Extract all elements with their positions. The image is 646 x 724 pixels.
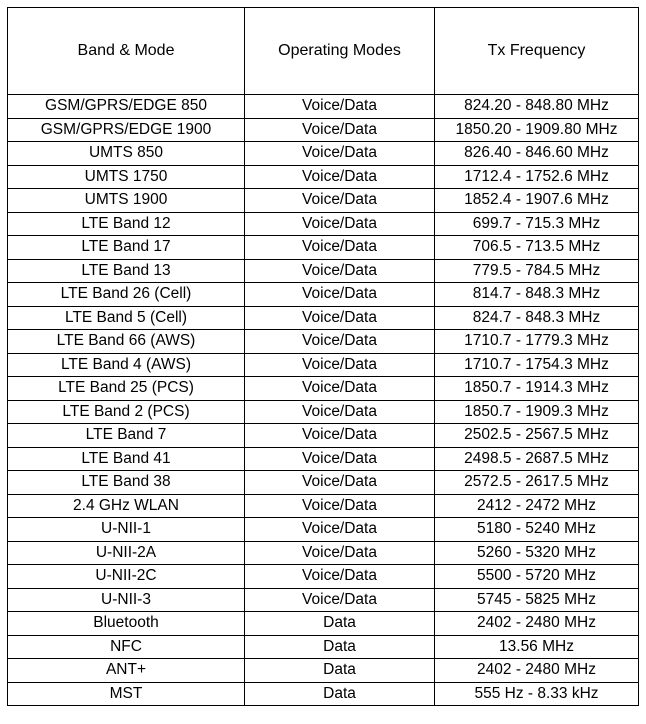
tx-frequency-cell: 5260 - 5320 MHz [435, 541, 639, 565]
tx-frequency-cell: 1850.20 - 1909.80 MHz [435, 118, 639, 142]
table-row [8, 142, 639, 166]
operating-mode-cell: Voice/Data [245, 212, 435, 236]
table-row [8, 259, 639, 283]
table-row [8, 565, 639, 589]
tx-frequency-cell: 826.40 - 846.60 MHz [435, 142, 639, 166]
operating-mode-cell: Voice/Data [245, 259, 435, 283]
band-mode-cell: Bluetooth [8, 612, 245, 636]
band-mode-cell: GSM/GPRS/EDGE 1900 [8, 118, 245, 142]
operating-mode-cell: Voice/Data [245, 95, 435, 119]
band-mode-cell: LTE Band 12 [8, 212, 245, 236]
table-row [8, 659, 639, 683]
table-row [8, 283, 639, 307]
table-row [8, 377, 639, 401]
tx-frequency-cell: 1710.7 - 1779.3 MHz [435, 330, 639, 354]
header-tx-frequency: Tx Frequency [435, 8, 639, 95]
band-mode-cell: U-NII-2C [8, 565, 245, 589]
band-mode-cell: NFC [8, 635, 245, 659]
tx-frequency-cell: 555 Hz - 8.33 kHz [435, 682, 639, 706]
band-mode-cell: U-NII-3 [8, 588, 245, 612]
tx-frequency-cell: 5745 - 5825 MHz [435, 588, 639, 612]
band-mode-cell: LTE Band 7 [8, 424, 245, 448]
operating-mode-cell: Voice/Data [245, 377, 435, 401]
band-mode-cell: LTE Band 2 (PCS) [8, 400, 245, 424]
band-mode-cell: LTE Band 66 (AWS) [8, 330, 245, 354]
tx-frequency-cell: 2402 - 2480 MHz [435, 612, 639, 636]
table-row [8, 588, 639, 612]
table-row [8, 189, 639, 213]
tx-frequency-cell: 779.5 - 784.5 MHz [435, 259, 639, 283]
band-mode-cell: 2.4 GHz WLAN [8, 494, 245, 518]
table-row [8, 424, 639, 448]
band-mode-cell: ANT+ [8, 659, 245, 683]
band-mode-cell: GSM/GPRS/EDGE 850 [8, 95, 245, 119]
operating-mode-cell: Voice/Data [245, 189, 435, 213]
table-row [8, 306, 639, 330]
header-band-mode: Band & Mode [8, 8, 245, 95]
operating-mode-cell: Voice/Data [245, 588, 435, 612]
tx-frequency-cell: 706.5 - 713.5 MHz [435, 236, 639, 260]
table-body [8, 95, 639, 706]
header-row [8, 8, 639, 95]
tx-frequency-cell: 1850.7 - 1914.3 MHz [435, 377, 639, 401]
operating-mode-cell: Data [245, 659, 435, 683]
table-row [8, 212, 639, 236]
operating-mode-cell: Voice/Data [245, 541, 435, 565]
tx-frequency-cell: 2502.5 - 2567.5 MHz [435, 424, 639, 448]
operating-mode-cell: Voice/Data [245, 283, 435, 307]
band-mode-cell: LTE Band 4 (AWS) [8, 353, 245, 377]
tx-frequency-cell: 699.7 - 715.3 MHz [435, 212, 639, 236]
tx-frequency-cell: 824.7 - 848.3 MHz [435, 306, 639, 330]
table-row [8, 494, 639, 518]
tx-frequency-cell: 1852.4 - 1907.6 MHz [435, 189, 639, 213]
table-row [8, 400, 639, 424]
tx-frequency-cell: 1850.7 - 1909.3 MHz [435, 400, 639, 424]
tx-frequency-cell: 5500 - 5720 MHz [435, 565, 639, 589]
band-mode-cell: U-NII-2A [8, 541, 245, 565]
table-row [8, 635, 639, 659]
table-row [8, 447, 639, 471]
table-row [8, 330, 639, 354]
band-mode-cell: LTE Band 17 [8, 236, 245, 260]
tx-frequency-cell: 2498.5 - 2687.5 MHz [435, 447, 639, 471]
tx-frequency-cell: 5180 - 5240 MHz [435, 518, 639, 542]
band-mode-cell: MST [8, 682, 245, 706]
band-mode-cell: LTE Band 25 (PCS) [8, 377, 245, 401]
operating-mode-cell: Voice/Data [245, 424, 435, 448]
band-mode-cell: U-NII-1 [8, 518, 245, 542]
tx-frequency-cell: 824.20 - 848.80 MHz [435, 95, 639, 119]
band-mode-cell: LTE Band 38 [8, 471, 245, 495]
operating-mode-cell: Voice/Data [245, 306, 435, 330]
operating-mode-cell: Voice/Data [245, 565, 435, 589]
band-mode-cell: LTE Band 5 (Cell) [8, 306, 245, 330]
operating-mode-cell: Voice/Data [245, 165, 435, 189]
band-mode-cell: LTE Band 26 (Cell) [8, 283, 245, 307]
tx-frequency-cell: 1710.7 - 1754.3 MHz [435, 353, 639, 377]
band-mode-cell: LTE Band 41 [8, 447, 245, 471]
table-row [8, 612, 639, 636]
table-row [8, 471, 639, 495]
band-mode-cell: UMTS 1750 [8, 165, 245, 189]
operating-mode-cell: Data [245, 612, 435, 636]
table-row [8, 118, 639, 142]
table-row [8, 95, 639, 119]
tx-frequency-cell: 1712.4 - 1752.6 MHz [435, 165, 639, 189]
table-row [8, 541, 639, 565]
operating-mode-cell: Voice/Data [245, 142, 435, 166]
tx-frequency-cell: 2572.5 - 2617.5 MHz [435, 471, 639, 495]
operating-mode-cell: Data [245, 635, 435, 659]
tx-frequency-cell: 13.56 MHz [435, 635, 639, 659]
band-mode-cell: LTE Band 13 [8, 259, 245, 283]
band-mode-cell: UMTS 850 [8, 142, 245, 166]
operating-mode-cell: Voice/Data [245, 118, 435, 142]
table-row [8, 353, 639, 377]
table-row [8, 165, 639, 189]
tx-frequency-cell: 2402 - 2480 MHz [435, 659, 639, 683]
frequency-table [7, 7, 639, 706]
operating-mode-cell: Voice/Data [245, 518, 435, 542]
operating-mode-cell: Voice/Data [245, 400, 435, 424]
operating-mode-cell: Voice/Data [245, 330, 435, 354]
table-row [8, 518, 639, 542]
operating-mode-cell: Voice/Data [245, 471, 435, 495]
operating-mode-cell: Voice/Data [245, 353, 435, 377]
operating-mode-cell: Voice/Data [245, 494, 435, 518]
table-row [8, 236, 639, 260]
tx-frequency-cell: 2412 - 2472 MHz [435, 494, 639, 518]
operating-mode-cell: Voice/Data [245, 236, 435, 260]
operating-mode-cell: Voice/Data [245, 447, 435, 471]
table-row [8, 682, 639, 706]
operating-mode-cell: Data [245, 682, 435, 706]
header-operating-modes: Operating Modes [245, 8, 435, 95]
band-mode-cell: UMTS 1900 [8, 189, 245, 213]
tx-frequency-cell: 814.7 - 848.3 MHz [435, 283, 639, 307]
